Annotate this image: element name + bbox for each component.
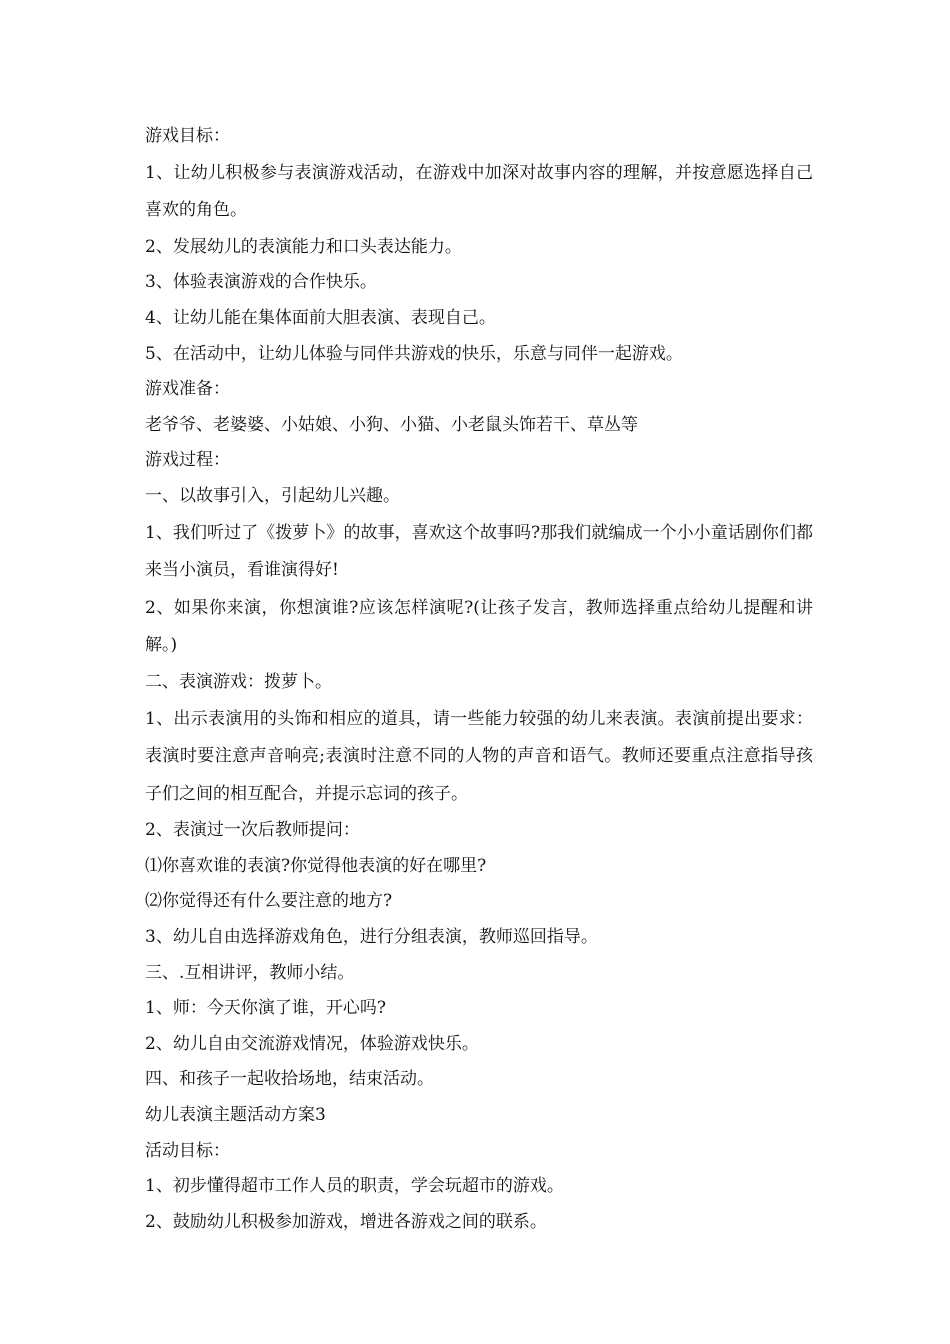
paragraph: 3、体验表演游戏的合作快乐。 xyxy=(145,272,377,293)
paragraph: 老爷爷、老婆婆、小姑娘、小狗、小猫、小老鼠头饰若干、草丛等 xyxy=(145,414,638,435)
section-heading: 二、表演游戏：拨萝卜。 xyxy=(145,671,332,692)
section-heading: 一、以故事引入，引起幼儿兴趣。 xyxy=(145,485,400,506)
paragraph: 2、幼儿自由交流游戏情况，体验游戏快乐。 xyxy=(145,1033,479,1054)
heading-game-preparation: 游戏准备： xyxy=(145,379,230,400)
paragraph: 2、表演过一次后教师提问： xyxy=(145,820,360,841)
section-heading: 三、.互相讲评，教师小结。 xyxy=(145,962,355,983)
paragraph: 4、让幼儿能在集体面前大胆表演、表现自己。 xyxy=(145,307,496,328)
paragraph: ⑵你觉得还有什么要注意的地方? xyxy=(145,891,393,912)
paragraph: 5、在活动中，让幼儿体验与同伴共游戏的快乐，乐意与同伴一起游戏。 xyxy=(145,343,683,364)
heading-game-process: 游戏过程： xyxy=(145,450,230,471)
paragraph: 1、让幼儿积极参与表演游戏活动，在游戏中加深对故事内容的理解，并按意愿选择自己喜欢的角色。 xyxy=(145,162,813,221)
paragraph: 1、我们听过了《拨萝卜》的故事，喜欢这个故事吗?那我们就编成一个小小童话剧你们都来当小演员，看谁演得好! xyxy=(145,522,813,581)
paragraph: 1、师：今天你演了谁，开心吗? xyxy=(145,998,386,1019)
heading-activity-goals: 活动目标： xyxy=(145,1140,230,1161)
paragraph: ⑴你喜欢谁的表演?你觉得他表演的好在哪里? xyxy=(145,855,487,876)
paragraph: 2、如果你来演，你想演谁?应该怎样演呢?(让孩子发言，教师选择重点给幼儿提醒和讲解。) xyxy=(145,597,813,656)
paragraph: 2、发展幼儿的表演能力和口头表达能力。 xyxy=(145,236,462,257)
paragraph: 2、鼓励幼儿积极参加游戏，增进各游戏之间的联系。 xyxy=(145,1211,547,1232)
section-heading: 四、和孩子一起收拾场地，结束活动。 xyxy=(145,1069,434,1090)
heading-game-goals: 游戏目标： xyxy=(145,126,230,146)
paragraph: 1、出示表演用的头饰和相应的道具，请一些能力较强的幼儿来表演。表演前提出要求：表演时要注意声音响亮;表演时注意不同的人物的声音和语气。教师还要重点注意指导孩子们之间的相互配合，并提示忘词的孩子。 xyxy=(145,708,813,804)
paragraph: 1、初步懂得超市工作人员的职责，学会玩超市的游戏。 xyxy=(145,1176,564,1197)
document-page xyxy=(145,119,813,1240)
document-title: 幼儿表演主题活动方案3 xyxy=(145,1105,326,1126)
paragraph: 3、幼儿自由选择游戏角色，进行分组表演，教师巡回指导。 xyxy=(145,927,598,948)
